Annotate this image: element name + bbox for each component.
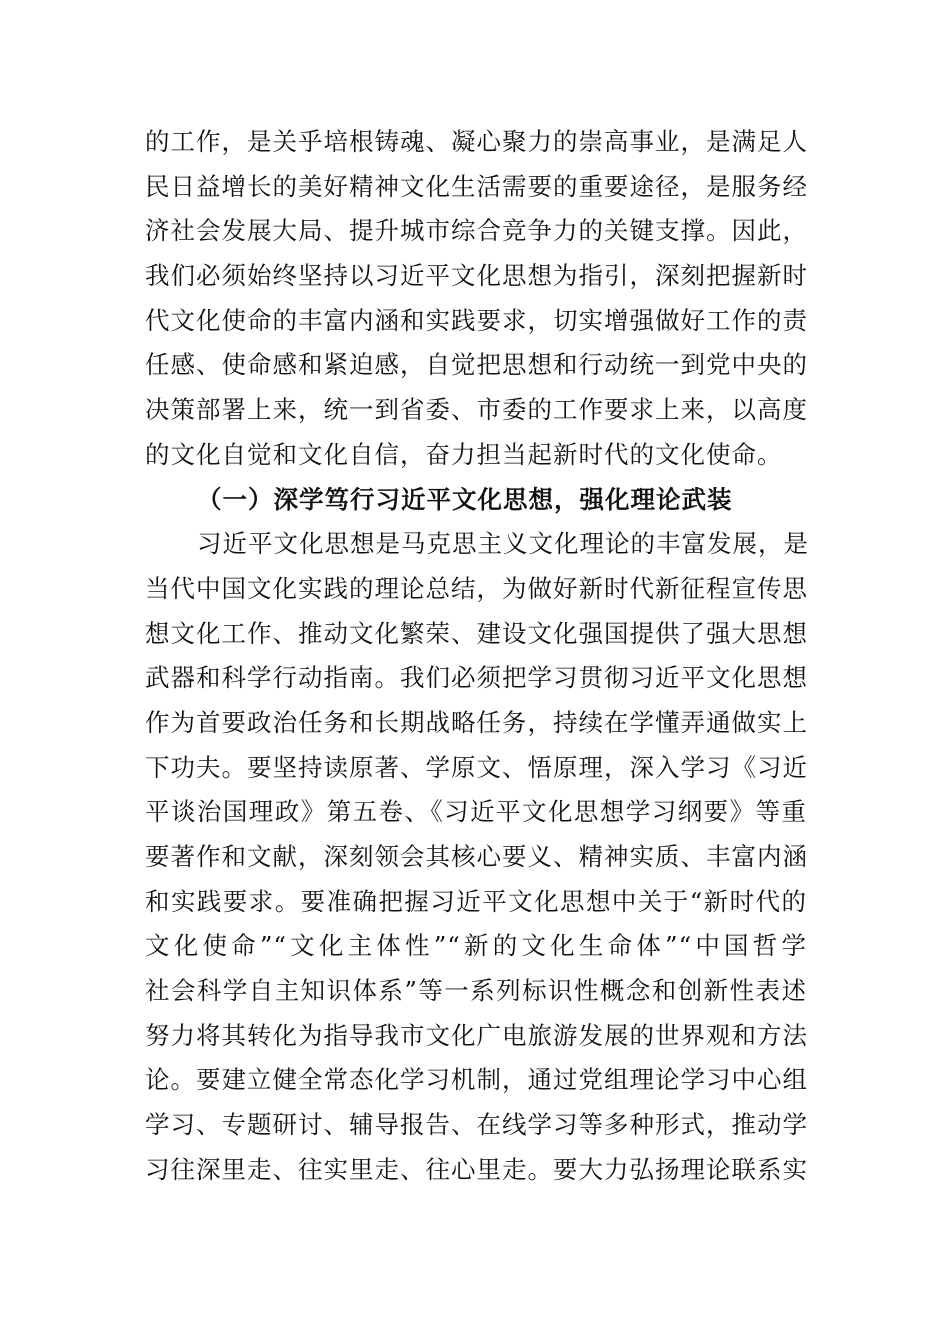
document-body <box>145 120 807 1193</box>
section-heading: （一）深学笃行习近平文化思想，强化理论武装 <box>197 484 733 514</box>
paragraph-line: 和实践要求。要准确把握习近平文化思想中关于“新时代的 <box>145 886 807 916</box>
paragraph-line: 武器和科学行动指南。我们必须把学习贯彻习近平文化思想 <box>145 663 808 693</box>
paragraph-line: 的工作，是关乎培根铸魂、凝心聚力的崇高事业，是满足人 <box>145 127 808 156</box>
paragraph-line: 的文化自觉和文化自信，奋力担当起新时代的文化使命。 <box>145 439 783 469</box>
paragraph-line: 民日益增长的美好精神文化生活需要的重要途径，是服务经 <box>145 171 808 201</box>
paragraph-line: 决策部署上来，统一到省委、市委的工作要求上来，以高度 <box>145 395 808 425</box>
paragraph-line: 任感、使命感和紧迫感，自觉把思想和行动统一到党中央的 <box>145 350 808 380</box>
paragraph-line: 下功夫。要坚持读原著、学原文、悟原理，深入学习《习近 <box>145 752 808 782</box>
paragraph-line: 学习、专题研讨、辅导报告、在线学习等多种形式，推动学 <box>145 1110 808 1140</box>
paragraph-line: 习往深里走、往实里走、往心里走。要大力弘扬理论联系实 <box>145 1154 808 1184</box>
paragraph-line: 论。要建立健全常态化学习机制，通过党组理论学习中心组 <box>145 1065 808 1095</box>
paragraph-line: 要著作和文献，深刻领会其核心要义、精神实质、丰富内涵 <box>145 842 808 871</box>
paragraph-2 <box>145 522 807 1192</box>
paragraph-line: 我们必须始终坚持以习近平文化思想为指引，深刻把握新时 <box>145 261 808 291</box>
paragraph-line: 当代中国文化实践的理论总结，为做好新时代新征程宣传思 <box>145 573 808 603</box>
paragraph-1 <box>145 120 807 478</box>
paragraph-line: 想文化工作、推动文化繁荣、建设文化强国提供了强大思想 <box>145 618 808 648</box>
paragraph-line: 平谈治国理政》第五卷、《习近平文化思想学习纲要》等重 <box>145 797 807 827</box>
paragraph-line: 济社会发展大局、提升城市综合竞争力的关键支撑。因此， <box>145 216 808 246</box>
paragraph-line: 代文化使命的丰富内涵和实践要求，切实增强做好工作的责 <box>145 305 808 335</box>
paragraph-line: 努力将其转化为指导我市文化广电旅游发展的世界观和方法 <box>145 1020 808 1050</box>
paragraph-line: 习近平文化思想是马克思主义文化理论的丰富发展，是 <box>197 529 809 559</box>
paragraph-line: 文化使命”“文化主体性”“新的文化生命体”“中国哲学 <box>145 931 807 961</box>
paragraph-line: 作为首要政治任务和长期战略任务，持续在学懂弄通做实上 <box>145 707 808 737</box>
paragraph-line: 社会科学自主知识体系”等一系列标识性概念和创新性表述 <box>145 976 807 1006</box>
